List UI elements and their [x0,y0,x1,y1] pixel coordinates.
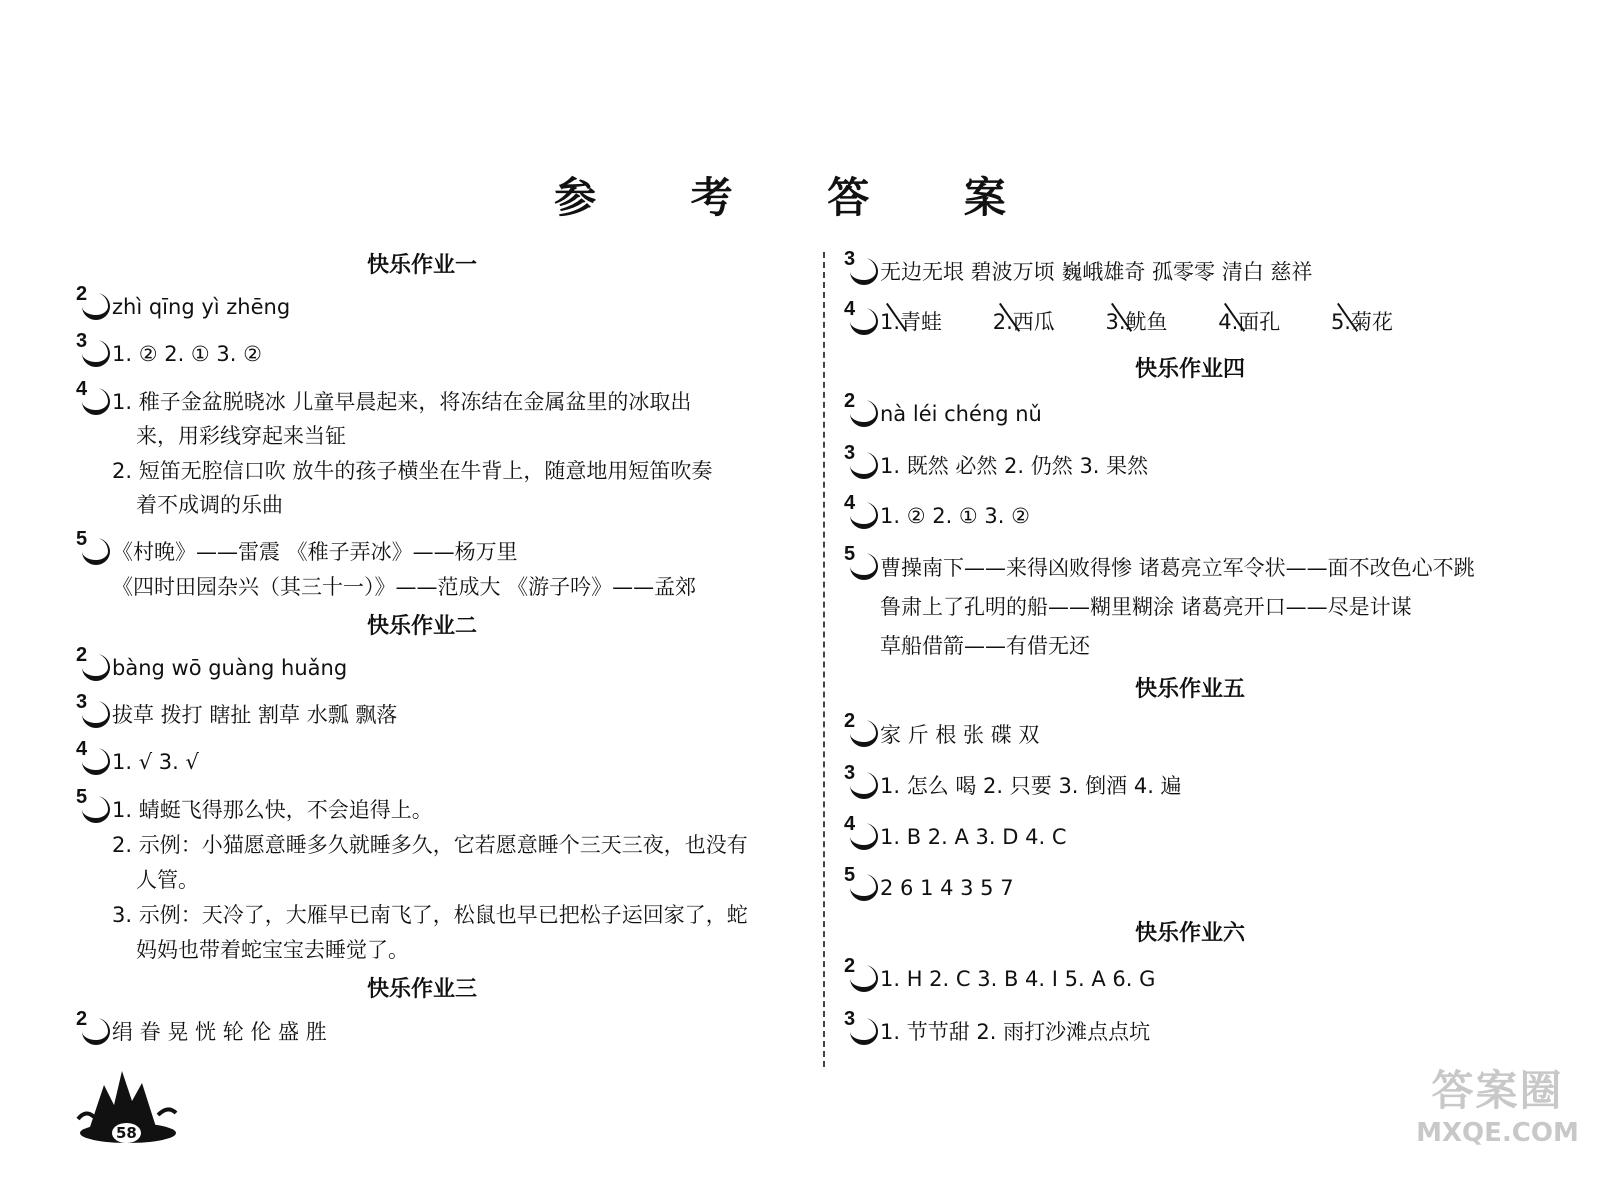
answer-line: bàng wō guàng huǎng [112,656,348,680]
question-badge: 2 [74,1008,114,1044]
question-badge: 3 [74,691,114,727]
page-number: 58 [112,1123,141,1143]
answer-line: 草船借箭——有借无还 [880,634,1090,658]
section-heading-4: 快乐作业四 [1134,357,1245,382]
question-badge: 4 [74,738,114,774]
struck-item: 3.鱿鱼 [1105,310,1168,334]
answer-line: 2. 示例：小猫愿意睡多久就睡多久，它若愿意睡个三天三夜，也没有 [112,833,748,857]
answer-line: 《四时田园杂兴（其三十一）》——范成大 《游子吟》——孟郊 [112,575,697,599]
section-heading-1: 快乐作业一 [366,253,477,278]
answer-line: 2. 短笛无腔信口吹 放牛的孩子横坐在牛背上，随意地用短笛吹奏 [112,459,713,483]
watermark [1410,1065,1585,1165]
question-badge: 2 [842,955,882,991]
question-badge: 3 [74,330,114,366]
question-badge: 2 [842,390,882,426]
section-heading-6: 快乐作业六 [1134,921,1245,946]
answer-line: 拔草 拨打 瞎扯 割草 水瓢 飘落 [112,703,398,727]
question-badge: 2 [74,644,114,680]
page-title: 参 考 答 案 [554,173,1046,222]
answer-line: 1. 节节甜 2. 雨打沙滩点点坑 [880,1020,1151,1044]
answer-line: 来，用彩线穿起来当钲 [136,424,346,448]
question-badge: 2 [842,710,882,746]
answer-line: 1. 稚子金盆脱晓冰 儿童早晨起来，将冻结在金属盆里的冰取出 [112,390,692,414]
question-badge: 5 [74,786,114,822]
answer-line: 1. 既然 必然 2. 仍然 3. 果然 [880,454,1149,478]
answer-line: 鲁肃上了孔明的船——糊里糊涂 诸葛亮开口——尽是计谋 [880,595,1412,619]
answer-line: 绢 眷 晃 恍 轮 伦 盛 胜 [112,1020,327,1044]
question-badge: 5 [842,864,882,900]
struck-item: 5.菊花 [1330,310,1393,334]
answer-line: 2 6 1 4 3 5 7 [880,876,1014,900]
answer-line: 人管。 [136,868,199,892]
question-badge: 2 [74,283,114,319]
answer-line: 1. H 2. C 3. B 4. I 5. A 6. G [880,967,1156,991]
answer-line: 3. 示例：天冷了，大雁早已南飞了，松鼠也早已把松子运回家了，蛇 [112,903,748,927]
section-heading-2: 快乐作业二 [366,614,477,639]
question-badge: 5 [74,528,114,564]
question-badge: 3 [842,1008,882,1044]
question-badge: 4 [842,813,882,849]
struck-item: 1.青蛙 [880,310,943,334]
answer-line: 1. B 2. A 3. D 4. C [880,825,1067,849]
answer-line: 1. ② 2. ① 3. ② [112,342,262,366]
question-badge: 5 [842,543,882,579]
answer-line: 《村晚》——雷震 《稚子弄冰》——杨万里 [112,540,518,564]
answer-line: 无边无垠 碧波万顷 巍峨雄奇 孤零零 清白 慈祥 [880,260,1313,284]
answer-line: 1. ② 2. ① 3. ② [880,504,1030,528]
question-badge: 3 [842,248,882,284]
answer-line: 家 斤 根 张 碟 双 [880,723,1040,747]
answer-line: 着不成调的乐曲 [136,493,283,517]
watermark-title: 答案圈 [1431,1066,1564,1115]
question-badge: 3 [842,762,882,798]
answer-line: 妈妈也带着蛇宝宝去睡觉了。 [136,938,409,962]
struck-item: 4.面孔 [1218,310,1281,334]
column-divider [823,252,825,1067]
answer-line: 1. 怎么 喝 2. 只要 3. 倒酒 4. 遍 [880,774,1182,798]
struck-item: 2.西瓜 [992,310,1055,334]
question-badge: 4 [74,378,114,414]
watermark-url: MXQE.COM [1416,1118,1579,1148]
answer-line: 1. 蜻蜓飞得那么快，不会追得上。 [112,798,433,822]
answer-line: zhì qīng yì zhēng [112,295,291,319]
answer-line-struck-items [880,308,1393,336]
answer-line: 曹操南下——来得凶败得惨 诸葛亮立军令状——面不改色心不跳 [880,556,1475,580]
answer-line: nà léi chéng nǔ [880,402,1042,426]
question-badge: 3 [842,442,882,478]
section-heading-5: 快乐作业五 [1134,677,1245,702]
section-heading-3: 快乐作业三 [366,977,477,1002]
question-badge: 4 [842,492,882,528]
answer-line: 1. √ 3. √ [112,750,199,774]
question-badge: 4 [842,298,882,334]
